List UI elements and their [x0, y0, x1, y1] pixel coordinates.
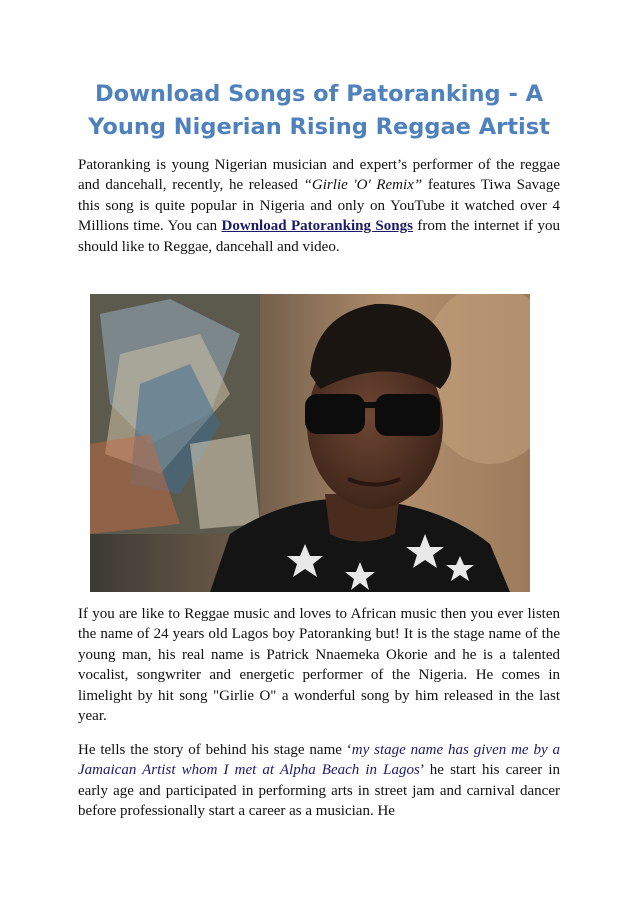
- story-paragraph: [78, 740, 560, 822]
- story-text-1: He tells the story of behind his stage name ‘: [78, 742, 352, 758]
- download-songs-link[interactable]: Download Patoranking Songs: [221, 218, 413, 235]
- bio-paragraph: If you are like to Reggae music and loves to African music then you ever listen the name of 24 years old Lagos boy Patoranking but! It is the stage name of the young man, his real name is Patrick Nnaemeka Okorie and he is a talented vocalist, songwriter and energetic performer of the Nigeria. He comes in limelight by hit song "Girlie O" a wonderful song by him released in the last year.: [78, 606, 560, 725]
- stage-name-quote: my stage name has given me by a Jamaican Artist whom I met at Alpha Beach in Lagos: [78, 742, 560, 779]
- intro-text-1: Patoranking is young Nigerian musician and expert’s performer of the reggae and dancehall, recently, he released: [78, 157, 560, 194]
- song-title: “Girlie 'O' Remix”: [303, 177, 423, 194]
- artist-photo: [90, 294, 530, 592]
- intro-text-2: features Tiwa Savage this song is quite popular in Nigeria and only on YouTube it watched over 4 Millions time. You can: [78, 177, 560, 235]
- article-title: Download Songs of Patoranking - A Young Nigerian Rising Reggae Artist: [88, 81, 550, 140]
- story-text-2: ’ he start his career in early age and participated in performing arts in street jam and carnival dancer before professionally start a career as a musician. He: [78, 762, 560, 820]
- intro-paragraph: [78, 155, 560, 257]
- intro-text-3: from the internet if you should like to Reggae, dancehall and video.: [78, 218, 560, 255]
